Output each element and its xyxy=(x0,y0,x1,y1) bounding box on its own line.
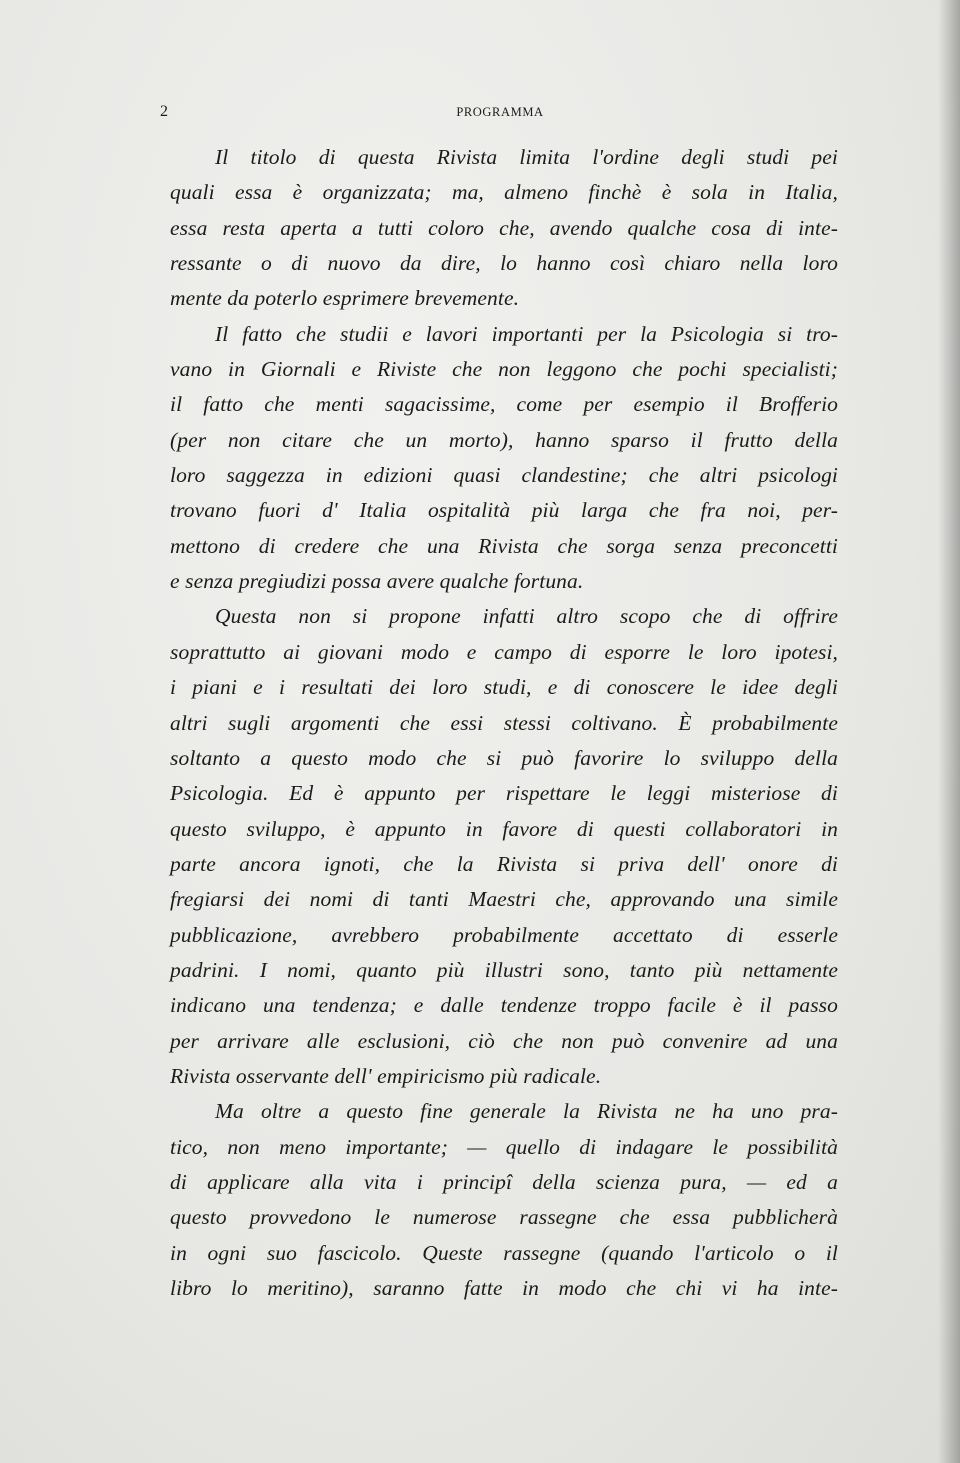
text-line: Ma oltre a questo fine generale la Rivista ne ha uno pra- xyxy=(215,1099,838,1124)
running-head: PROGRAMMA xyxy=(456,105,544,119)
text-line: questo sviluppo, è appunto in favore di questi collaboratori in xyxy=(170,816,838,841)
page-header xyxy=(160,103,840,127)
text-line: parte ancora ignoti, che la Rivista si priva dell' onore di xyxy=(170,851,838,876)
text-line: mente da poterlo esprimere brevemente. xyxy=(170,286,520,311)
text-line: tico, non meno importante; — quello di indagare le possibilità xyxy=(170,1134,838,1159)
text-line: Il titolo di questa Rivista limita l'ordine degli studi pei xyxy=(215,145,838,169)
text-line: fregiarsi dei nomi di tanti Maestri che, approvando una simile xyxy=(170,887,838,912)
text-line: Questa non si propone infatti altro scopo che di offrire xyxy=(215,604,838,629)
text-line: vano in Giornali e Riviste che non leggono che pochi specialisti; xyxy=(170,357,838,382)
text-line: mettono di credere che una Rivista che sorga senza preconcetti xyxy=(170,533,838,558)
text-line: altri sugli argomenti che essi stessi coltivano. È probabilmente xyxy=(170,710,838,735)
text-line: e senza pregiudizi possa avere qualche fortuna. xyxy=(170,569,584,594)
text-line: loro saggezza in edizioni quasi clandestine; che altri psicologi xyxy=(170,463,838,488)
text-line: essa resta aperta a tutti coloro che, avendo qualche cosa di inte- xyxy=(170,215,838,240)
text-line: di applicare alla vita i principî della scienza pura, — ed a xyxy=(170,1169,838,1194)
text-line: Il fatto che studii e lavori importanti per la Psicologia si tro- xyxy=(215,321,838,346)
text-line: il fatto che menti sagacissime, come per esempio il Brofferio xyxy=(170,392,838,417)
text-line: soprattutto ai giovani modo e campo di esporre le loro ipotesi, xyxy=(170,639,838,664)
text-line: in ogni suo fascicolo. Queste rassegne (quando l'articolo o il xyxy=(170,1240,838,1265)
text-line: soltanto a questo modo che si può favorire lo sviluppo della xyxy=(170,745,838,770)
page-edge-shadow xyxy=(938,0,960,1463)
text-line: i piani e i resultati dei loro studi, e di conoscere le idee degli xyxy=(170,675,838,700)
text-line: quali essa è organizzata; ma, almeno finchè è sola in Italia, xyxy=(170,180,838,205)
body-text xyxy=(170,140,838,1306)
text-line: trovano fuori d' Italia ospitalità più larga che fra noi, per- xyxy=(170,498,838,523)
text-line: Rivista osservante dell' empiricismo più radicale. xyxy=(170,1063,602,1088)
text-line: questo provvedono le numerose rassegne che essa pubblicherà xyxy=(170,1205,838,1230)
text-line: Psicologia. Ed è appunto per rispettare le leggi misteriose di xyxy=(170,781,838,806)
text-line: per arrivare alle esclusioni, ciò che non può convenire ad una xyxy=(170,1028,838,1053)
text-line: pubblicazione, avrebbero probabilmente accettato di esserle xyxy=(170,922,838,947)
text-line: (per non citare che un morto), hanno sparso il frutto della xyxy=(170,427,838,452)
page-number: 2 xyxy=(160,103,168,120)
text-line: indicano una tendenza; e dalle tendenze troppo facile è il passo xyxy=(170,993,838,1018)
text-line: ressante o di nuovo da dire, lo hanno così chiaro nella loro xyxy=(170,251,838,276)
text-line: libro lo meritino), saranno fatte in modo che chi vi ha inte- xyxy=(170,1276,838,1300)
text-line: padrini. I nomi, quanto più illustri sono, tanto più nettamente xyxy=(170,957,838,982)
